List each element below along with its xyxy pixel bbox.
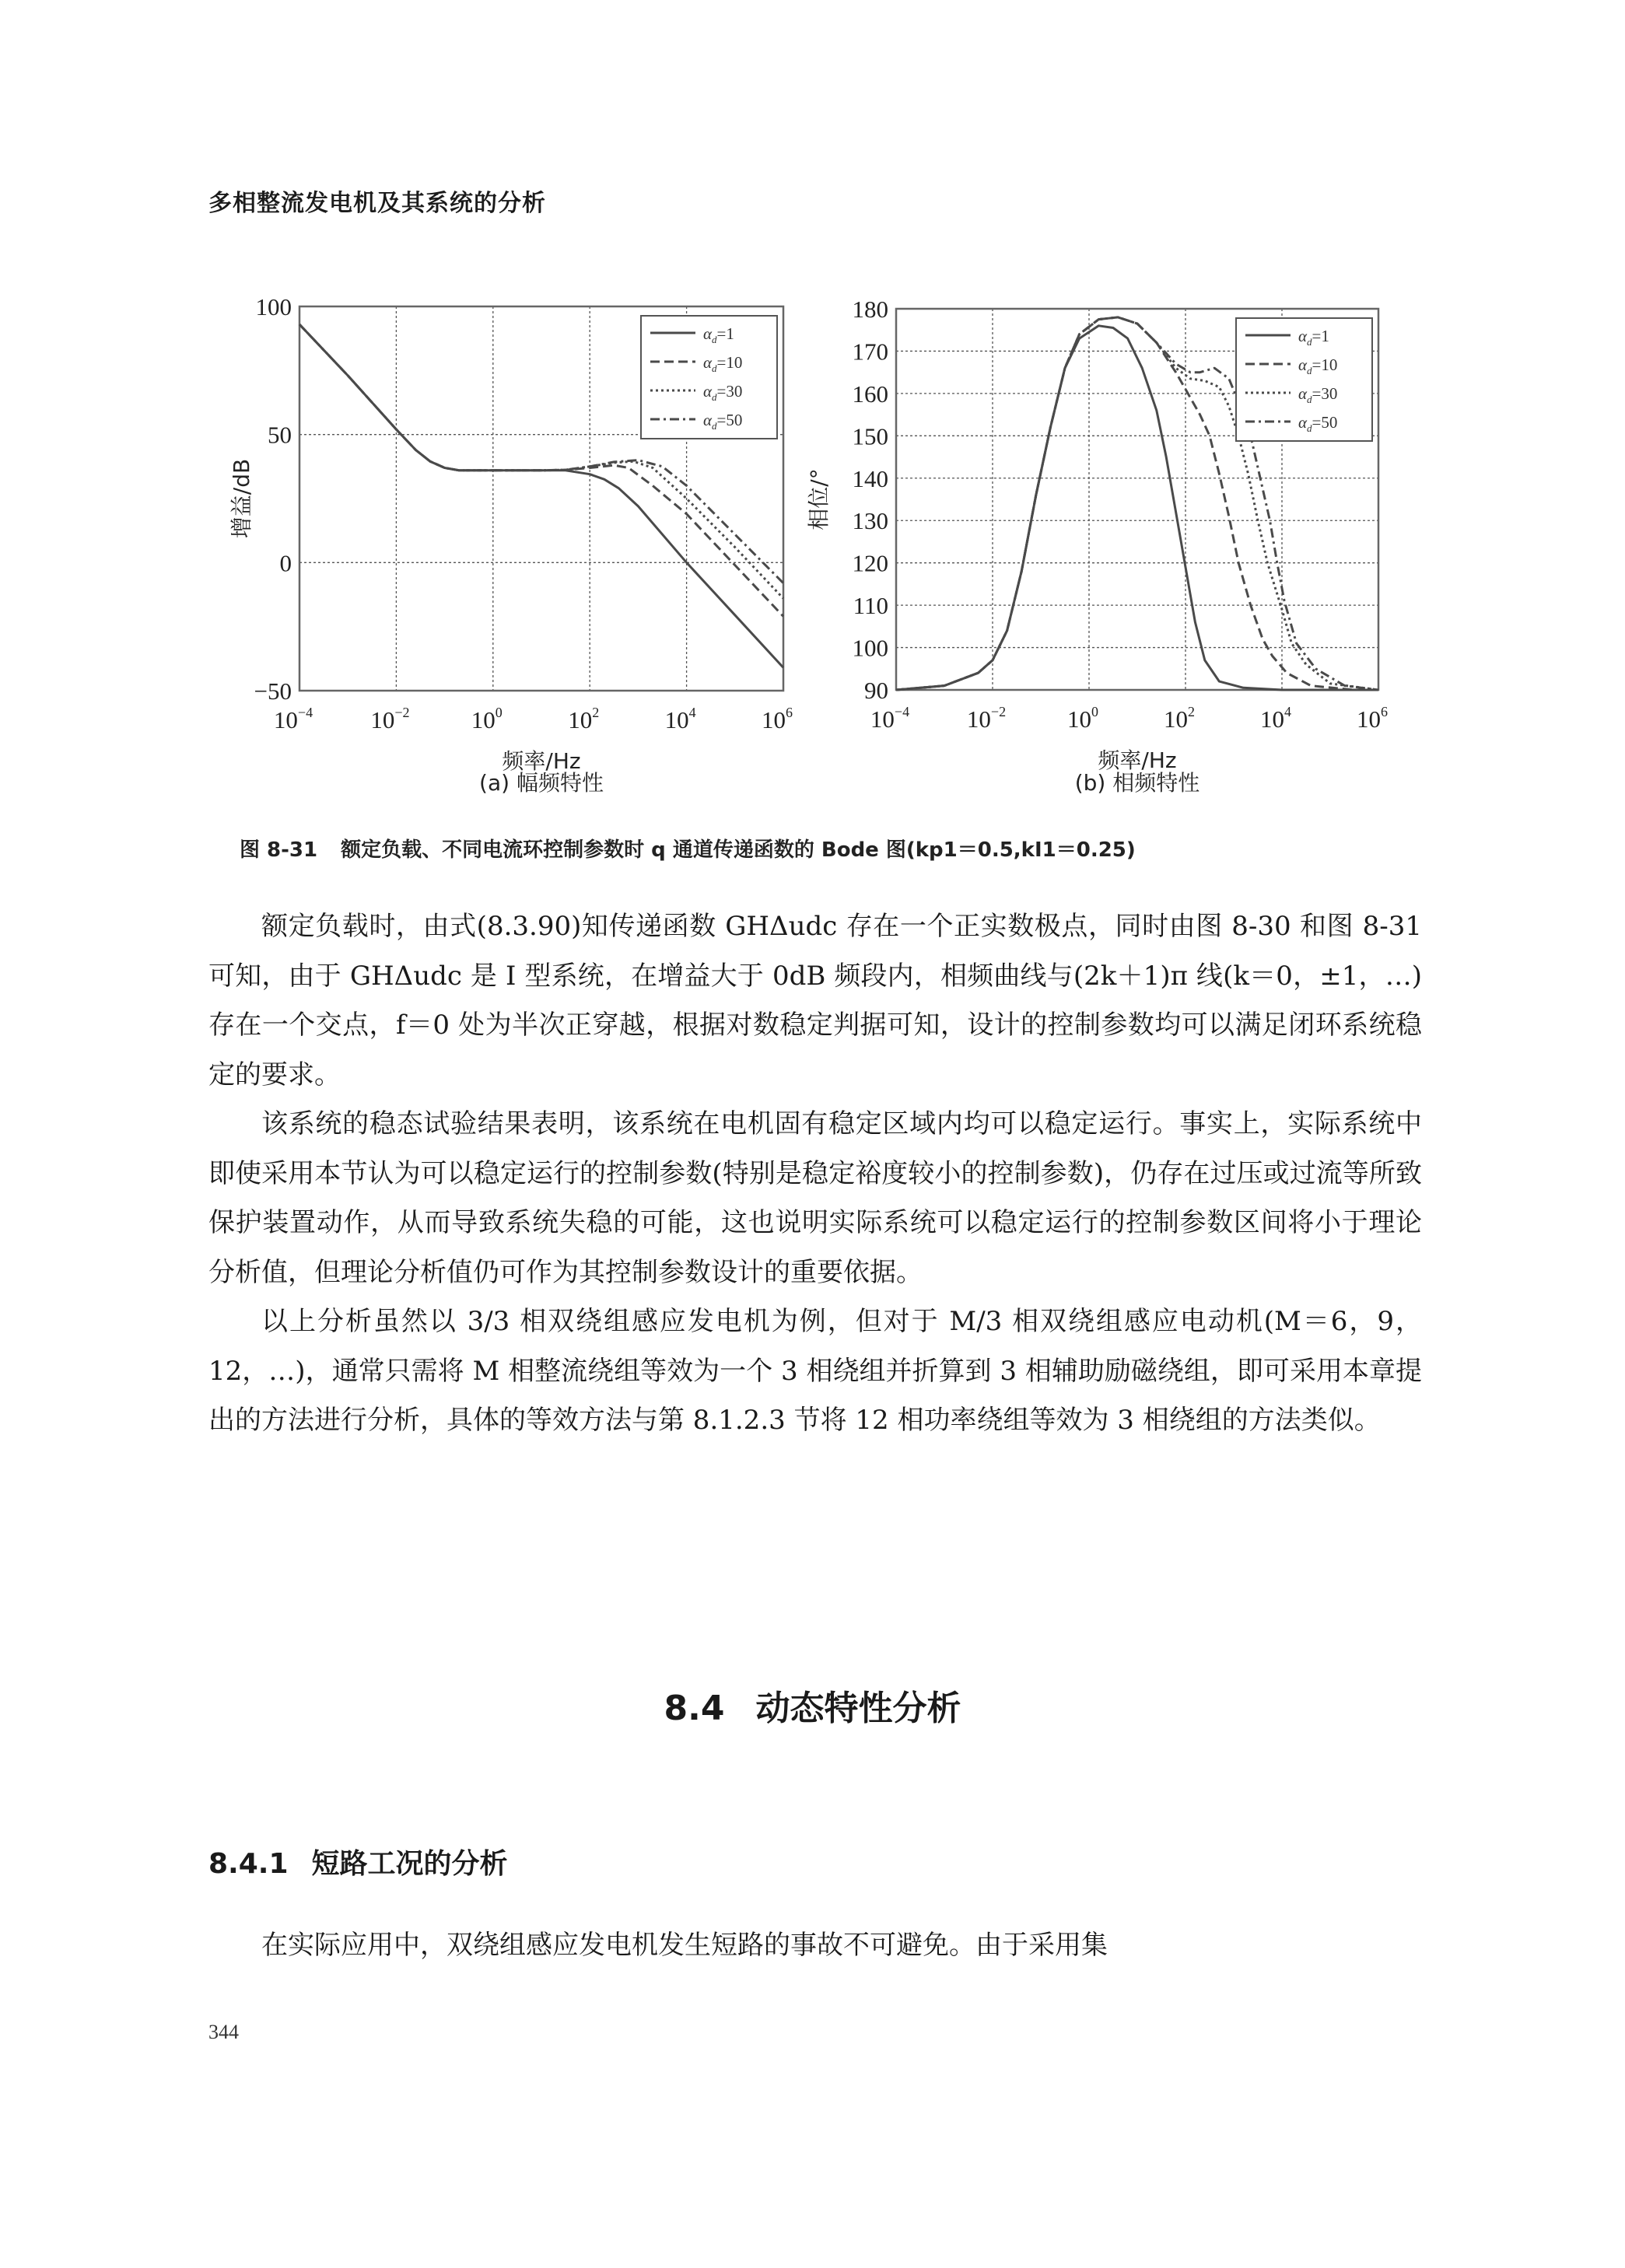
y-axis-title: 相位/° — [806, 468, 832, 530]
x-tick-label: $10^4$ — [664, 705, 696, 733]
body-text-block-2 — [208, 1921, 1422, 1971]
y-tick-label: 100 — [255, 293, 292, 320]
y-tick-label: −50 — [254, 677, 292, 705]
figure-caption-text: 额定负载、不同电流环控制参数时 q 通道传递函数的 Bode 图(kp1＝0.5,kI1＝0.25) — [341, 838, 1136, 862]
x-tick-label: $10^6$ — [762, 705, 793, 733]
page-number: 344 — [208, 2021, 239, 2043]
x-tick-label: $10^{-2}$ — [966, 704, 1007, 733]
x-tick-label: $10^2$ — [1164, 704, 1195, 733]
y-tick-label: 170 — [852, 338, 888, 366]
x-tick-label: $10^{-4}$ — [870, 704, 910, 733]
paragraph: 以上分析虽然以 3/3 相双绕组感应发电机为例，但对于 M/3 相双绕组感应电动机(M＝6，9，12，…)，通常只需将 M 相整流绕组等效为一个 3 相绕组并折算到 3 相辅助励磁绕组，即可采用本章提出的方法进行分析，具体的等效方法与第 8.1.2.3 节将 12 相功率绕组等效为 3 相绕组的方法类似。 — [208, 1306, 1422, 1436]
section-heading — [0, 1680, 1625, 1730]
subsection-number: 8.4.1 — [208, 1848, 289, 1880]
y-tick-label: 140 — [852, 464, 888, 492]
legend-label: $\alpha_d=1$ — [1298, 327, 1329, 348]
legend-label: $\alpha_d=30$ — [1298, 384, 1338, 405]
x-tick-label: $10^0$ — [1067, 704, 1098, 733]
subsection-heading — [208, 1842, 508, 1881]
figure-caption — [240, 834, 1136, 863]
legend-label: $\alpha_d=10$ — [1298, 355, 1338, 376]
phase-plot — [0, 0, 1625, 871]
legend-label: $\alpha_d=1$ — [703, 324, 734, 345]
x-tick-label: $10^2$ — [568, 705, 600, 733]
legend-label: $\alpha_d=10$ — [703, 353, 743, 374]
subcaption-b: (b) 相频特性 — [1074, 770, 1200, 796]
paragraph: 在实际应用中，双绕组感应发电机发生短路的事故不可避免。由于采用集 — [261, 1930, 1108, 1961]
x-tick-label: $10^{-4}$ — [273, 705, 313, 733]
x-tick-label: $10^6$ — [1357, 704, 1388, 733]
figure-number: 图 8-31 — [240, 838, 318, 862]
x-tick-label: $10^{-2}$ — [370, 705, 410, 733]
y-tick-label: 0 — [279, 549, 292, 577]
y-tick-label: 110 — [853, 592, 888, 620]
section-title: 动态特性分析 — [755, 1689, 961, 1728]
running-head: 多相整流发电机及其系统的分析 — [208, 190, 546, 217]
figure-8-31 — [0, 0, 1625, 871]
y-tick-label: 50 — [268, 421, 292, 449]
y-tick-label: 120 — [852, 549, 888, 577]
y-tick-label: 90 — [864, 677, 888, 704]
y-tick-label: 100 — [852, 634, 888, 662]
legend — [1236, 318, 1372, 441]
paragraph: 该系统的稳态试验结果表明，该系统在电机固有稳定区域内均可以稳定运行。事实上，实际系统中即使采用本节认为可以稳定运行的控制参数(特别是稳定裕度较小的控制参数)，仍存在过压或过流等所致保护装置动作，从而导致系统失稳的可能，这也说明实际系统可以稳定运行的控制参数区间将小于理论分析值，但理论分析值仍可作为其控制参数设计的重要依据。 — [208, 1108, 1422, 1288]
body-text-block-1 — [208, 902, 1422, 1446]
section-number: 8.4 — [664, 1689, 725, 1728]
y-tick-label: 130 — [852, 507, 888, 535]
y-tick-label: 180 — [852, 296, 888, 323]
legend-label: $\alpha_d=50$ — [703, 411, 743, 432]
subcaption-a: (a) 幅频特性 — [479, 770, 604, 796]
x-tick-label: $10^4$ — [1260, 704, 1291, 733]
subsection-title: 短路工况的分析 — [311, 1848, 508, 1880]
y-axis-title: 增益/dB — [229, 458, 254, 539]
x-axis-title: 频率/Hz — [502, 748, 581, 774]
x-tick-label: $10^0$ — [471, 705, 503, 733]
y-tick-label: 160 — [852, 380, 888, 408]
paragraph: 额定负载时，由式(8.3.90)知传递函数 GHΔudc 存在一个正实数极点，同时由图 8-30 和图 8-31 可知，由于 GHΔudc 是 I 型系统，在增益大于 0dB 频段内，相频曲线与(2k＋1)π 线(k＝0，±1，…)存在一个交点，f＝0 处为半次正穿越，根据对数稳定判据可知，设计的控制参数均可以满足闭环系统稳定的要求。 — [208, 911, 1422, 1090]
y-tick-label: 150 — [852, 422, 888, 450]
legend-label: $\alpha_d=30$ — [703, 382, 743, 403]
x-axis-title: 频率/Hz — [1098, 747, 1177, 773]
legend-label: $\alpha_d=50$ — [1298, 413, 1338, 434]
